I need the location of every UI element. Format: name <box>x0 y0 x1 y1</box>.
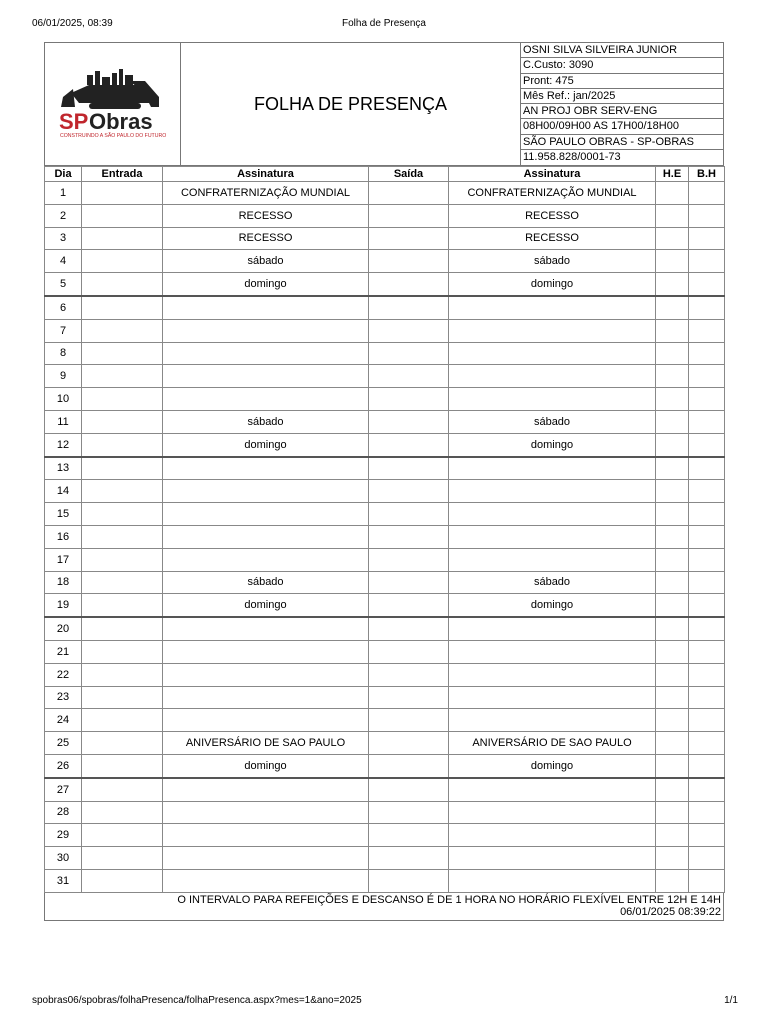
signature-in-cell: RECESSO <box>163 204 369 227</box>
overtime-cell <box>656 709 689 732</box>
signature-in-cell <box>163 365 369 388</box>
signature-out-cell: domingo <box>449 433 656 456</box>
hour-bank-cell <box>689 571 725 594</box>
overtime-cell <box>656 847 689 870</box>
day-cell: 17 <box>45 548 82 571</box>
break-policy-note: O INTERVALO PARA REFEIÇÕES E DESCANSO É DE 1 HORA NO HORÁRIO FLEXÍVEL ENTRE 12H E 14H <box>177 893 721 906</box>
signature-out-cell: sábado <box>449 250 656 273</box>
hour-bank-cell <box>689 548 725 571</box>
signature-in-cell <box>163 686 369 709</box>
exit-cell <box>369 273 449 296</box>
exit-cell <box>369 732 449 755</box>
signature-out-cell <box>449 847 656 870</box>
day-cell: 16 <box>45 525 82 548</box>
hour-bank-cell <box>689 686 725 709</box>
table-row <box>45 617 725 640</box>
overtime-cell <box>656 342 689 365</box>
entry-cell <box>82 410 163 433</box>
hour-bank-cell <box>689 296 725 319</box>
work-schedule: 08H00/09H00 AS 17H00/18H00 <box>521 119 723 134</box>
exit-cell <box>369 594 449 617</box>
signature-out-cell: CONFRATERNIZAÇÃO MUNDIAL <box>449 182 656 205</box>
col-header-signature-in: Assinatura <box>163 167 369 182</box>
overtime-cell <box>656 640 689 663</box>
exit-cell <box>369 548 449 571</box>
overtime-cell <box>656 410 689 433</box>
exit-cell <box>369 365 449 388</box>
table-header-row <box>45 167 725 182</box>
exit-cell <box>369 571 449 594</box>
exit-cell <box>369 388 449 411</box>
overtime-cell <box>656 686 689 709</box>
col-header-signature-out: Assinatura <box>449 167 656 182</box>
entry-cell <box>82 365 163 388</box>
col-header-hour-bank: B.H <box>689 167 725 182</box>
entry-cell <box>82 686 163 709</box>
signature-in-cell <box>163 709 369 732</box>
overtime-cell <box>656 433 689 456</box>
exit-cell <box>369 617 449 640</box>
attendance-table <box>44 166 725 893</box>
day-cell: 5 <box>45 273 82 296</box>
company-cnpj: 11.958.828/0001-73 <box>523 150 621 163</box>
overtime-cell <box>656 754 689 777</box>
exit-cell <box>369 686 449 709</box>
table-row <box>45 640 725 663</box>
day-cell: 30 <box>45 847 82 870</box>
generated-timestamp: 06/01/2025 08:39:22 <box>620 905 721 918</box>
svg-text:Obras: Obras <box>89 109 153 134</box>
entry-cell <box>82 617 163 640</box>
attendance-sheet <box>44 42 724 921</box>
signature-out-cell <box>449 548 656 571</box>
day-cell: 26 <box>45 754 82 777</box>
signature-in-cell <box>163 503 369 526</box>
overtime-cell <box>656 732 689 755</box>
overtime-cell <box>656 548 689 571</box>
day-cell: 22 <box>45 663 82 686</box>
day-cell: 7 <box>45 319 82 342</box>
overtime-cell <box>656 388 689 411</box>
signature-in-cell <box>163 548 369 571</box>
signature-in-cell: sábado <box>163 250 369 273</box>
print-datetime: 06/01/2025, 08:39 <box>32 18 113 29</box>
signature-in-cell: domingo <box>163 433 369 456</box>
table-row <box>45 709 725 732</box>
signature-out-cell <box>449 686 656 709</box>
entry-cell <box>82 754 163 777</box>
hour-bank-cell <box>689 182 725 205</box>
signature-in-cell: sábado <box>163 571 369 594</box>
day-cell: 11 <box>45 410 82 433</box>
overtime-cell <box>656 525 689 548</box>
overtime-cell <box>656 824 689 847</box>
exit-cell <box>369 754 449 777</box>
signature-out-cell <box>449 457 656 480</box>
entry-cell <box>82 250 163 273</box>
day-cell: 9 <box>45 365 82 388</box>
table-row <box>45 410 725 433</box>
signature-in-cell <box>163 457 369 480</box>
table-row <box>45 548 725 571</box>
overtime-cell <box>656 319 689 342</box>
day-cell: 28 <box>45 801 82 824</box>
hour-bank-cell <box>689 732 725 755</box>
print-page-title: Folha de Presença <box>342 18 426 29</box>
signature-out-cell: domingo <box>449 594 656 617</box>
signature-out-cell <box>449 869 656 892</box>
department: AN PROJ OBR SERV-ENG <box>521 104 723 119</box>
hour-bank-cell <box>689 617 725 640</box>
overtime-cell <box>656 617 689 640</box>
signature-in-cell: domingo <box>163 754 369 777</box>
day-cell: 2 <box>45 204 82 227</box>
hour-bank-cell <box>689 227 725 250</box>
exit-cell <box>369 709 449 732</box>
hour-bank-cell <box>689 365 725 388</box>
signature-out-cell <box>449 640 656 663</box>
form-title: FOLHA DE PRESENÇA <box>181 43 521 166</box>
table-row <box>45 457 725 480</box>
hour-bank-cell <box>689 319 725 342</box>
hour-bank-cell <box>689 869 725 892</box>
exit-cell <box>369 204 449 227</box>
day-cell: 19 <box>45 594 82 617</box>
exit-cell <box>369 778 449 801</box>
employee-name: OSNI SILVA SILVEIRA JUNIOR <box>521 43 723 58</box>
entry-cell <box>82 433 163 456</box>
table-row <box>45 182 725 205</box>
day-cell: 3 <box>45 227 82 250</box>
signature-in-cell <box>163 663 369 686</box>
day-cell: 21 <box>45 640 82 663</box>
entry-cell <box>82 640 163 663</box>
exit-cell <box>369 480 449 503</box>
signature-out-cell <box>449 342 656 365</box>
exit-cell <box>369 847 449 870</box>
exit-cell <box>369 227 449 250</box>
hour-bank-cell <box>689 824 725 847</box>
entry-cell <box>82 342 163 365</box>
overtime-cell <box>656 663 689 686</box>
day-cell: 13 <box>45 457 82 480</box>
table-row <box>45 754 725 777</box>
entry-cell <box>82 801 163 824</box>
day-cell: 14 <box>45 480 82 503</box>
signature-out-cell <box>449 388 656 411</box>
day-cell: 4 <box>45 250 82 273</box>
table-row <box>45 273 725 296</box>
entry-cell <box>82 663 163 686</box>
signature-in-cell <box>163 847 369 870</box>
signature-in-cell: domingo <box>163 594 369 617</box>
entry-cell <box>82 709 163 732</box>
hour-bank-cell <box>689 433 725 456</box>
hour-bank-cell <box>689 709 725 732</box>
day-cell: 6 <box>45 296 82 319</box>
exit-cell <box>369 296 449 319</box>
day-cell: 15 <box>45 503 82 526</box>
table-row <box>45 778 725 801</box>
signature-out-cell: ANIVERSÁRIO DE SAO PAULO <box>449 732 656 755</box>
signature-out-cell <box>449 480 656 503</box>
exit-cell <box>369 410 449 433</box>
entry-cell <box>82 319 163 342</box>
overtime-cell <box>656 480 689 503</box>
signature-in-cell <box>163 342 369 365</box>
table-row <box>45 365 725 388</box>
table-row <box>45 480 725 503</box>
table-row <box>45 594 725 617</box>
table-row <box>45 571 725 594</box>
print-footer <box>32 995 738 1009</box>
cost-center: C.Custo: 3090 <box>521 58 723 73</box>
table-row <box>45 847 725 870</box>
signature-out-cell <box>449 296 656 319</box>
overtime-cell <box>656 503 689 526</box>
signature-in-cell <box>163 824 369 847</box>
entry-cell <box>82 548 163 571</box>
hour-bank-cell <box>689 801 725 824</box>
entry-cell <box>82 571 163 594</box>
exit-cell <box>369 640 449 663</box>
entry-cell <box>82 227 163 250</box>
hour-bank-cell <box>689 457 725 480</box>
signature-out-cell <box>449 709 656 732</box>
table-row <box>45 296 725 319</box>
signature-in-cell <box>163 480 369 503</box>
exit-cell <box>369 869 449 892</box>
exit-cell <box>369 801 449 824</box>
entry-cell <box>82 594 163 617</box>
signature-out-cell <box>449 503 656 526</box>
signature-out-cell <box>449 663 656 686</box>
entry-cell <box>82 847 163 870</box>
exit-cell <box>369 319 449 342</box>
hour-bank-cell <box>689 847 725 870</box>
overtime-cell <box>656 571 689 594</box>
day-cell: 10 <box>45 388 82 411</box>
overtime-cell <box>656 457 689 480</box>
entry-cell <box>82 503 163 526</box>
hour-bank-cell <box>689 778 725 801</box>
overtime-cell <box>656 273 689 296</box>
day-cell: 12 <box>45 433 82 456</box>
overtime-cell <box>656 801 689 824</box>
print-url: spobras06/spobras/folhaPresenca/folhaPresenca.aspx?mes=1&ano=2025 <box>32 995 362 1006</box>
exit-cell <box>369 824 449 847</box>
hour-bank-cell <box>689 640 725 663</box>
print-header <box>32 18 736 32</box>
entry-cell <box>82 525 163 548</box>
signature-in-cell <box>163 525 369 548</box>
record-number: Pront: 475 <box>521 74 723 89</box>
entry-cell <box>82 182 163 205</box>
company-name: SÃO PAULO OBRAS - SP-OBRAS <box>521 135 723 150</box>
signature-in-cell: domingo <box>163 273 369 296</box>
table-row <box>45 433 725 456</box>
table-row <box>45 869 725 892</box>
signature-in-cell: ANIVERSÁRIO DE SAO PAULO <box>163 732 369 755</box>
logo-cell <box>45 43 181 166</box>
employee-info <box>521 43 724 166</box>
day-cell: 27 <box>45 778 82 801</box>
exit-cell <box>369 503 449 526</box>
signature-in-cell <box>163 778 369 801</box>
entry-cell <box>82 296 163 319</box>
table-row <box>45 227 725 250</box>
exit-cell <box>369 250 449 273</box>
table-row <box>45 686 725 709</box>
overtime-cell <box>656 204 689 227</box>
col-header-day: Dia <box>45 167 82 182</box>
table-row <box>45 824 725 847</box>
signature-in-cell <box>163 319 369 342</box>
hour-bank-cell <box>689 754 725 777</box>
entry-cell <box>82 732 163 755</box>
day-cell: 18 <box>45 571 82 594</box>
entry-cell <box>82 824 163 847</box>
logo-brand-text: SP <box>59 109 89 134</box>
signature-out-cell: domingo <box>449 273 656 296</box>
entry-cell <box>82 204 163 227</box>
overtime-cell <box>656 594 689 617</box>
table-row <box>45 732 725 755</box>
signature-out-cell: sábado <box>449 571 656 594</box>
entry-cell <box>82 778 163 801</box>
signature-in-cell: CONFRATERNIZAÇÃO MUNDIAL <box>163 182 369 205</box>
signature-out-cell: RECESSO <box>449 204 656 227</box>
signature-out-cell <box>449 525 656 548</box>
overtime-cell <box>656 250 689 273</box>
col-header-entry: Entrada <box>82 167 163 182</box>
entry-cell <box>82 480 163 503</box>
footer-note-box <box>44 893 724 921</box>
overtime-cell <box>656 869 689 892</box>
col-header-exit: Saída <box>369 167 449 182</box>
signature-in-cell <box>163 801 369 824</box>
logo-tagline-text: CONSTRUINDO A SÃO PAULO DO FUTURO <box>60 133 167 139</box>
day-cell: 20 <box>45 617 82 640</box>
hour-bank-cell <box>689 594 725 617</box>
table-row <box>45 503 725 526</box>
entry-cell <box>82 388 163 411</box>
day-cell: 29 <box>45 824 82 847</box>
signature-in-cell <box>163 617 369 640</box>
entry-cell <box>82 273 163 296</box>
signature-out-cell <box>449 778 656 801</box>
day-cell: 25 <box>45 732 82 755</box>
hour-bank-cell <box>689 663 725 686</box>
hour-bank-cell <box>689 250 725 273</box>
hour-bank-cell <box>689 480 725 503</box>
overtime-cell <box>656 296 689 319</box>
signature-in-cell <box>163 869 369 892</box>
signature-in-cell <box>163 296 369 319</box>
signature-out-cell: RECESSO <box>449 227 656 250</box>
entry-cell <box>82 869 163 892</box>
hour-bank-cell <box>689 342 725 365</box>
hour-bank-cell <box>689 525 725 548</box>
table-row <box>45 342 725 365</box>
overtime-cell <box>656 227 689 250</box>
day-cell: 31 <box>45 869 82 892</box>
entry-cell <box>82 457 163 480</box>
exit-cell <box>369 525 449 548</box>
table-row <box>45 525 725 548</box>
signature-out-cell <box>449 801 656 824</box>
day-cell: 23 <box>45 686 82 709</box>
exit-cell <box>369 663 449 686</box>
hour-bank-cell <box>689 204 725 227</box>
exit-cell <box>369 182 449 205</box>
signature-out-cell <box>449 824 656 847</box>
hour-bank-cell <box>689 388 725 411</box>
day-cell: 8 <box>45 342 82 365</box>
sheet-header <box>44 42 724 166</box>
reference-month: Mês Ref.: jan/2025 <box>521 89 723 104</box>
hour-bank-cell <box>689 410 725 433</box>
signature-out-cell <box>449 365 656 388</box>
day-cell: 1 <box>45 182 82 205</box>
exit-cell <box>369 342 449 365</box>
signature-out-cell <box>449 319 656 342</box>
overtime-cell <box>656 365 689 388</box>
bulldozer-icon <box>61 69 159 109</box>
exit-cell <box>369 457 449 480</box>
exit-cell <box>369 433 449 456</box>
overtime-cell <box>656 778 689 801</box>
table-row <box>45 663 725 686</box>
table-row <box>45 204 725 227</box>
signature-in-cell <box>163 388 369 411</box>
signature-in-cell: RECESSO <box>163 227 369 250</box>
signature-out-cell: sábado <box>449 410 656 433</box>
table-row <box>45 388 725 411</box>
hour-bank-cell <box>689 503 725 526</box>
print-page-count: 1/1 <box>724 995 738 1006</box>
day-cell: 24 <box>45 709 82 732</box>
signature-out-cell: domingo <box>449 754 656 777</box>
table-row <box>45 250 725 273</box>
col-header-overtime: H.E <box>656 167 689 182</box>
signature-in-cell <box>163 640 369 663</box>
table-row <box>45 319 725 342</box>
signature-out-cell <box>449 617 656 640</box>
hour-bank-cell <box>689 273 725 296</box>
signature-in-cell: sábado <box>163 410 369 433</box>
overtime-cell <box>656 182 689 205</box>
table-row <box>45 801 725 824</box>
spobras-logo <box>59 63 169 143</box>
